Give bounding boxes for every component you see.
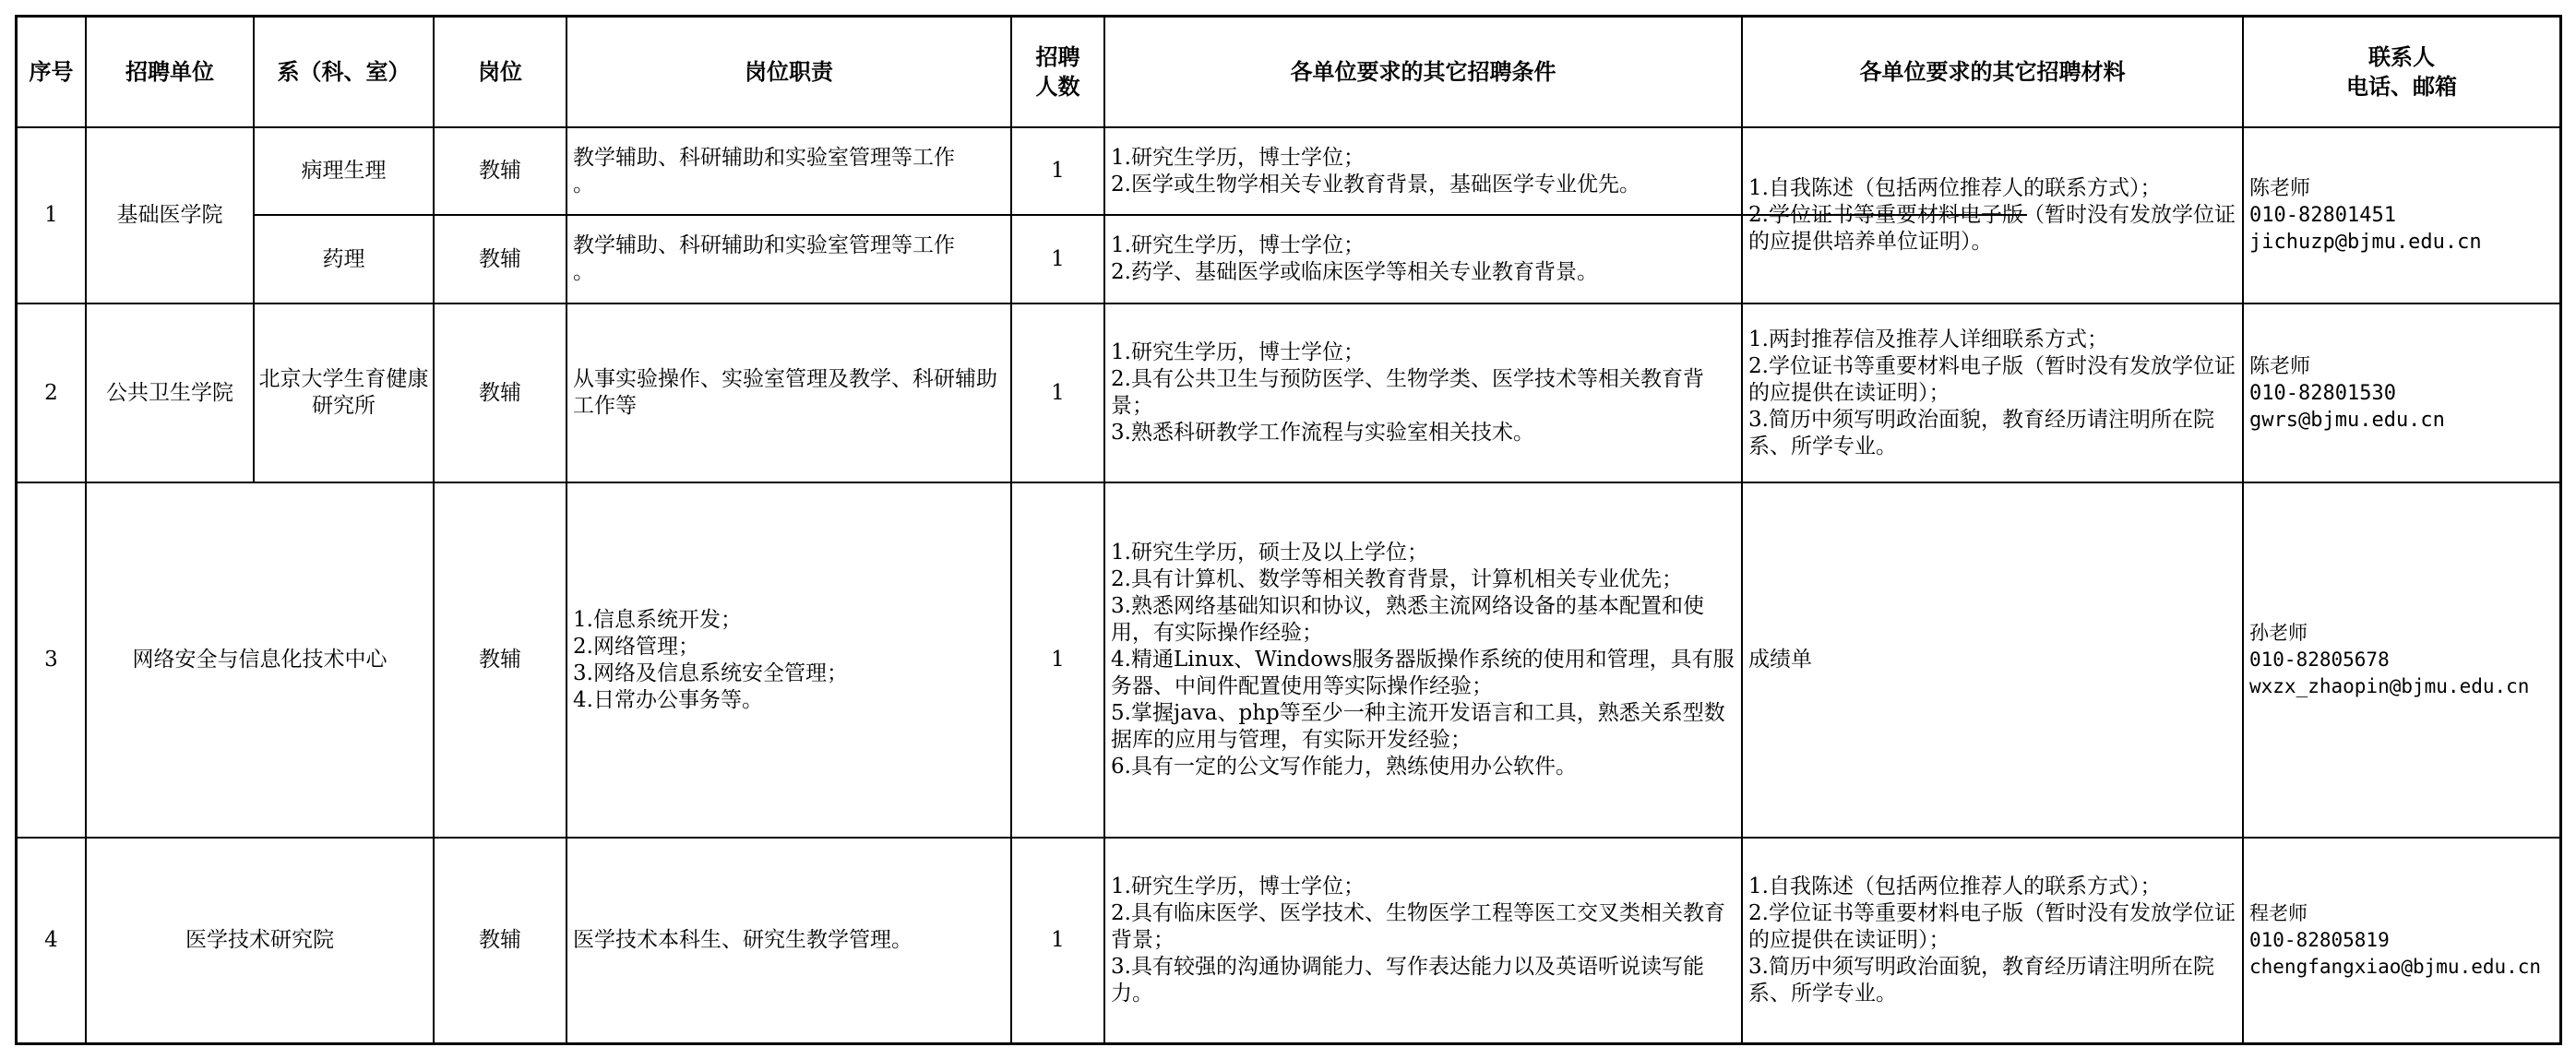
row1b-dept: 药理 — [322, 246, 365, 271]
row2-contact: 陈老师 010-82801530 gwrs@bjmu.edu.cn — [2249, 354, 2445, 432]
row1a-num: 1 — [1051, 159, 1065, 183]
row1b-duty: 教学辅助、科研辅助和实验室管理等工作 。 — [573, 233, 955, 284]
row1a-dept: 病理生理 — [301, 159, 387, 183]
row4-mat: 1.自我陈述（包括两位推荐人的联系方式）； 2.学位证书等重要材料电子版（暂时没有发放学位证的应提供在读证明）； 3.简历中须写明政治面貌，教育经历请注明所在院系、所学专业。 — [1748, 875, 2236, 1005]
header-contact: 联系人 电话、邮箱 — [2346, 43, 2457, 100]
row3-mat: 成绩单 — [1748, 648, 1812, 672]
row3-contact: 孙老师 010-82805678 wxzx_zhaopin@bjmu.edu.cn — [2249, 622, 2530, 697]
row4-duty: 医学技术本科生、研究生教学管理。 — [573, 928, 912, 952]
table-border — [2559, 15, 2562, 1045]
header-unit: 招聘单位 — [125, 58, 214, 85]
row1-seq: 1 — [44, 203, 58, 227]
row2-req: 1.研究生学历，博士学位； 2.具有公共卫生与预防医学、生物学类、医学技术等相关教育背景； 3.熟悉科研教学工作流程与实验室相关技术。 — [1111, 340, 1704, 445]
row3-num: 1 — [1051, 648, 1065, 672]
row4-post: 教辅 — [479, 928, 521, 952]
row4-seq: 4 — [44, 928, 58, 952]
header-dept: 系（科、室） — [277, 58, 411, 85]
row3-post: 教辅 — [479, 648, 521, 672]
row2-mat: 1.两封推荐信及推荐人详细联系方式； 2.学位证书等重要材料电子版（暂时没有发放学位证的应提供在读证明）； 3.简历中须写明政治面貌，教育经历请注明所在院系、所学专业。 — [1748, 327, 2236, 458]
row1a-post: 教辅 — [479, 159, 521, 183]
table-border — [15, 1042, 2561, 1045]
row1b-post: 教辅 — [479, 246, 521, 271]
row1b-num: 1 — [1051, 246, 1065, 271]
row4-contact: 程老师 010-82805819 chengfangxiao@bjmu.edu.cn — [2249, 902, 2542, 978]
row3-duty: 1.信息系统开发； 2.网络管理； 3.网络及信息系统安全管理； 4.日常办公事务等。 — [573, 607, 848, 712]
row1-unit: 基础医学院 — [116, 203, 223, 227]
header-num: 招聘 人数 — [1035, 43, 1080, 100]
row1-mat: 1.自我陈述（包括两位推荐人的联系方式）； 2.学位证书等重要材料电子版（暂时没有发放学位证的应提供培养单位证明）。 — [1748, 176, 2236, 254]
row4-unit: 医学技术研究院 — [185, 928, 334, 952]
header-mat: 各单位要求的其它招聘材料 — [1859, 58, 2126, 85]
row2-unit: 公共卫生学院 — [106, 380, 233, 405]
header-seq: 序号 — [29, 58, 74, 85]
row3-req: 1.研究生学历，硕士及以上学位； 2.具有计算机、数学等相关教育背景，计算机相关专业优先； 3.熟悉网络基础知识和协议，熟悉主流网络设备的基本配置和使用，有实际操作经验； 4.精通Linux、Windows服务器版操作系统的使用和管理，具有服务器、中间件配置使用等实际操作经验； 5.掌握java、php等至少一种主流开发语言和工具，熟悉关系型数据库的应用与管理，有实际开发经验； 6.具有一定的公文写作能力，熟练使用办公软件。 — [1111, 541, 1735, 779]
header-post: 岗位 — [478, 58, 522, 85]
row1a-duty: 教学辅助、科研辅助和实验室管理等工作 。 — [573, 145, 955, 196]
row1-contact: 陈老师 010-82801451 jichuzp@bjmu.edu.cn — [2249, 177, 2482, 254]
row2-seq: 2 — [44, 380, 58, 405]
row2-duty: 从事实验操作、实验室管理及教学、科研辅助工作等 — [573, 367, 997, 418]
row2-num: 1 — [1051, 380, 1065, 405]
row4-num: 1 — [1051, 928, 1065, 952]
row1b-req: 1.研究生学历，博士学位； 2.药学、基础医学或临床医学等相关专业教育背景。 — [1111, 233, 1598, 284]
header-duty: 岗位职责 — [745, 58, 833, 85]
row4-req: 1.研究生学历，博士学位； 2.具有临床医学、医学技术、生物医学工程等医工交叉类相关教育背景； 3.具有较强的沟通协调能力、写作表达能力以及英语听说读写能力。 — [1111, 875, 1725, 1005]
header-req: 各单位要求的其它招聘条件 — [1290, 58, 1556, 85]
row2-dept: 北京大学生育健康研究所 — [258, 367, 429, 418]
row2-post: 教辅 — [479, 380, 521, 405]
row3-seq: 3 — [44, 648, 58, 672]
row3-unit: 网络安全与信息化技术中心 — [132, 648, 388, 672]
row1a-req: 1.研究生学历，博士学位； 2.医学或生物学相关专业教育背景，基础医学专业优先。 — [1111, 145, 1640, 196]
